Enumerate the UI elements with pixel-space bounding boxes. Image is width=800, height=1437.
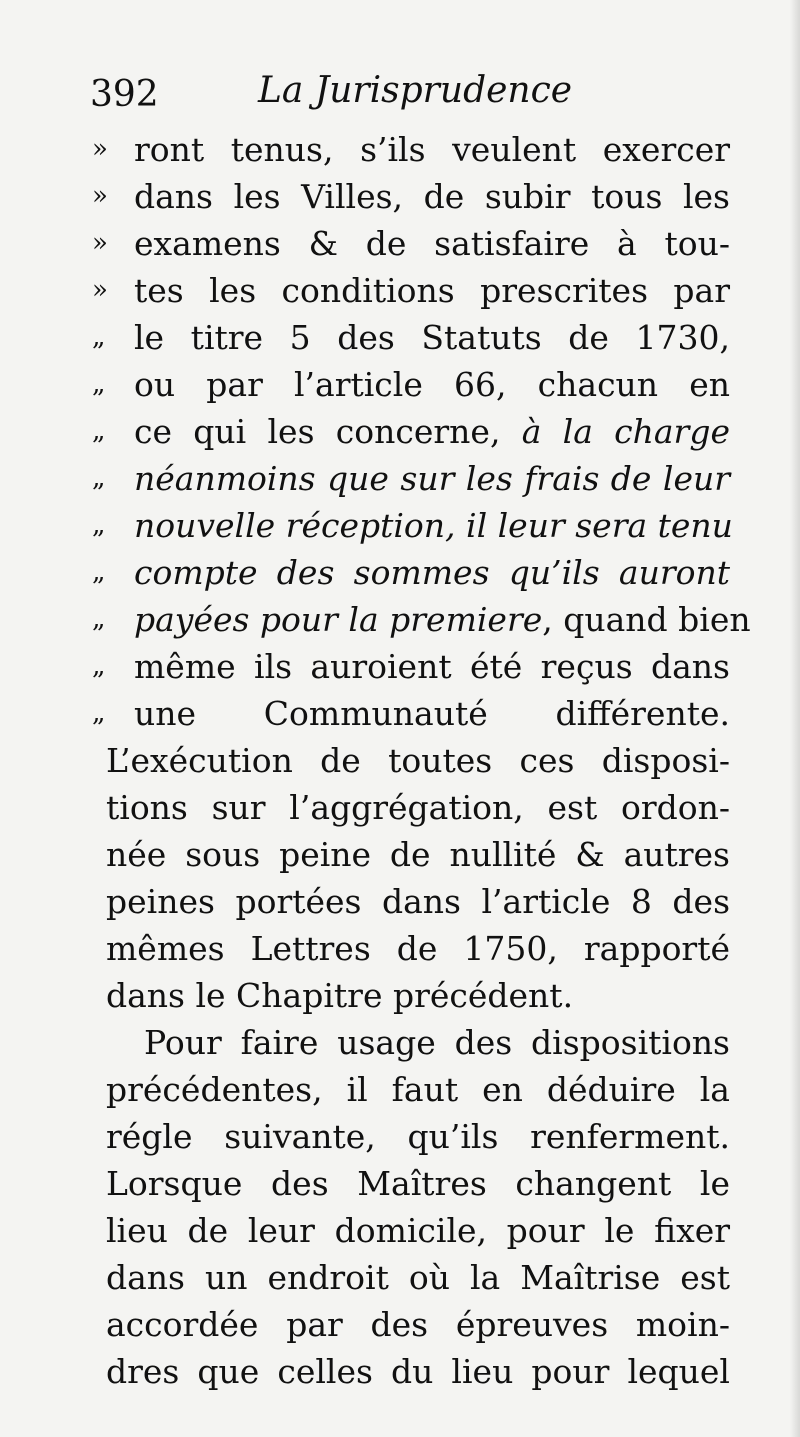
italic-text: nouvelle réception, il leur sera tenu [134,506,733,545]
line-text [106,925,730,972]
quote-mark: » [92,275,108,305]
line-text [106,1301,730,1348]
text-line [92,455,730,502]
roman-text: ront tenus, s’ils veulent exercer [134,130,730,169]
roman-text: L’exécution de toutes ces disposi- [106,741,730,780]
roman-text: dans un endroit où la Maîtrise est [106,1258,730,1297]
text-line [92,972,730,1019]
italic-text: à la charge [521,412,730,451]
text-line [92,690,730,737]
text-line [92,502,733,549]
line-text [134,502,733,549]
line-text [144,1019,730,1066]
line-text [106,1160,730,1207]
quote-mark: „ [92,604,106,634]
roman-text: peines portées dans l’article 8 des [106,882,730,921]
line-text [106,1113,730,1160]
text-line [92,1019,730,1066]
quote-mark: „ [92,651,106,681]
line-text [106,737,730,784]
quote-mark: „ [92,369,106,399]
text-line [92,1113,730,1160]
text-line [92,925,730,972]
roman-text: Lorsque des Maîtres changent le [106,1164,730,1203]
line-text [134,643,730,690]
line-text [106,831,730,878]
page-number: 392 [90,74,159,115]
roman-text: ce qui les concerne, [134,412,522,451]
quote-mark: „ [92,510,106,540]
roman-text: tions sur l’aggrégation, est ordon- [106,788,730,827]
text-line [92,1348,730,1395]
line-text [106,1348,730,1395]
line-text [134,549,730,596]
text-line [92,784,730,831]
roman-text: ou par l’article 66, chacun en [134,365,730,404]
text-line [92,643,730,690]
roman-text: mêmes Lettres de 1750, rapporté [106,929,730,968]
quote-mark: „ [92,322,106,352]
text-line [92,1207,730,1254]
roman-text: accordée par des épreuves moin- [106,1305,730,1344]
line-text [106,878,730,925]
roman-text: dans le Chapitre précédent. [106,976,574,1015]
text-line [92,1066,730,1113]
roman-text: , quand bien [542,600,751,639]
text-line [92,126,730,173]
italic-text: compte des sommes qu’ils auront [134,553,730,592]
text-line [92,361,730,408]
line-text [134,173,730,220]
text-line [92,1254,730,1301]
text-line [92,596,751,643]
text-line [92,220,730,267]
line-text [134,126,730,173]
text-line [92,1160,730,1207]
line-text [106,1254,730,1301]
quote-mark: » [92,181,108,211]
roman-text: une Communauté différente. [134,694,730,733]
line-text [134,267,730,314]
line-text [134,408,730,455]
line-text [134,314,730,361]
page-header [90,68,730,118]
line-text [106,972,730,1019]
roman-text: née sous peine de nullité & autres [106,835,730,874]
line-text [134,596,751,643]
roman-text: lieu de leur domicile, pour le fixer [106,1211,730,1250]
text-line [92,173,730,220]
roman-text: tes les conditions prescrites par [134,271,730,310]
roman-text: le titre 5 des Statuts de 1730, [134,318,730,357]
text-line [92,878,730,925]
text-line [92,408,730,455]
roman-text: dans les Villes, de subir tous les [134,177,730,216]
line-text [134,455,730,502]
quote-mark: „ [92,557,106,587]
running-title: La Jurisprudence [258,70,573,111]
line-text [106,1066,730,1113]
text-line [92,314,730,361]
line-text [106,1207,730,1254]
text-line [92,831,730,878]
quote-mark: „ [92,463,106,493]
roman-text: Pour faire usage des dispositions [144,1023,730,1062]
quote-mark: „ [92,698,106,728]
roman-text: même ils auroient été reçus dans [134,647,730,686]
text-line [92,1301,730,1348]
line-text [134,220,730,267]
text-block [92,126,751,1395]
quote-mark: » [92,228,108,258]
text-line [92,267,730,314]
quote-mark: » [92,134,108,164]
line-text [134,690,730,737]
italic-text: néanmoins que sur les frais de leur [134,459,730,498]
roman-text: régle suivante, qu’ils renferment. [106,1117,730,1156]
roman-text: examens & de satisfaire à tou- [134,224,730,263]
line-text [134,361,730,408]
roman-text: dres que celles du lieu pour lequel [106,1352,730,1391]
quote-mark: „ [92,416,106,446]
text-line [92,549,730,596]
line-text [106,784,730,831]
text-line [92,737,730,784]
italic-text: payées pour la premiere [134,600,543,639]
roman-text: précédentes, il faut en déduire la [106,1070,730,1109]
